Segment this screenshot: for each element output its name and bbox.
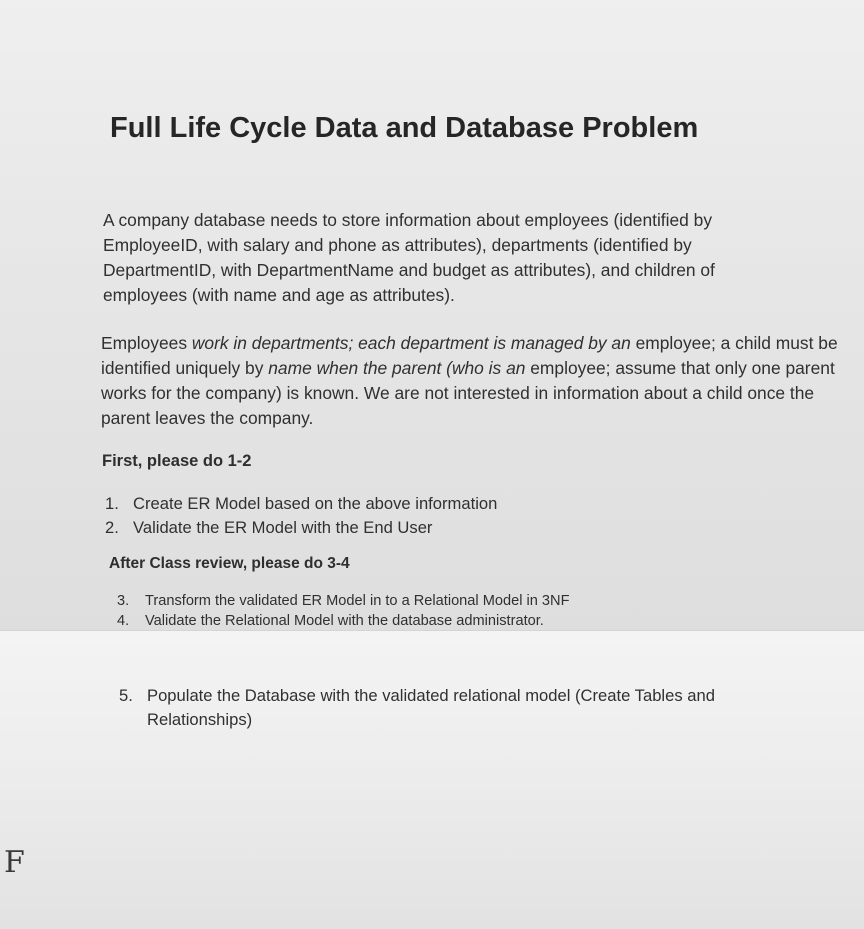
item-text: Create ER Model based on the above information bbox=[133, 494, 498, 513]
list-item bbox=[105, 516, 497, 540]
intro-paragraph: A company database needs to store information about employees (identified by EmployeeID, with salary and phone as attributes), departments (identified by DepartmentID, with DepartmentName and budget as attributes), and children of employees (with name and age as attributes). bbox=[103, 210, 715, 305]
item-number: 1. bbox=[105, 494, 119, 513]
paragraph-segment-italic: name when the parent (who is an bbox=[268, 358, 526, 378]
item-number: 4. bbox=[117, 613, 130, 629]
requirements-paragraph bbox=[101, 331, 851, 431]
list-item bbox=[117, 611, 570, 631]
list-item bbox=[105, 492, 497, 516]
item-number: 3. bbox=[117, 593, 130, 609]
section-heading-first: First, please do 1-2 bbox=[102, 452, 252, 470]
list-item bbox=[119, 684, 799, 732]
item-text: Validate the ER Model with the End User bbox=[133, 518, 433, 537]
margin-handwritten-mark: F bbox=[4, 845, 25, 880]
paragraph-segment-italic: work in departments; each department is managed by an bbox=[191, 333, 631, 353]
task-list-first bbox=[105, 492, 497, 540]
task-list-final bbox=[119, 684, 799, 732]
item-number: 5. bbox=[119, 686, 133, 705]
list-item bbox=[117, 591, 570, 611]
item-text: Transform the validated ER Model in to a Relational Model in 3NF bbox=[145, 593, 570, 609]
paragraph-segment: employee; assume that only one parent works for the company) is known. We are not interested in information about a child once the parent leaves the company. bbox=[101, 358, 835, 428]
section-heading-after-class: After Class review, please do 3-4 bbox=[109, 555, 350, 572]
task-list-after-class bbox=[117, 591, 570, 631]
paper-sheet-bottom bbox=[0, 630, 864, 929]
paragraph-segment: employee; a child must be identified uniquely by bbox=[101, 333, 838, 378]
paragraph-segment: Employees bbox=[101, 333, 192, 353]
item-number: 2. bbox=[105, 518, 119, 537]
item-text: Populate the Database with the validated relational model (Create Tables and Relationships) bbox=[147, 686, 715, 729]
page-title: Full Life Cycle Data and Database Problem bbox=[110, 112, 699, 144]
item-text: Validate the Relational Model with the database administrator. bbox=[145, 613, 544, 629]
